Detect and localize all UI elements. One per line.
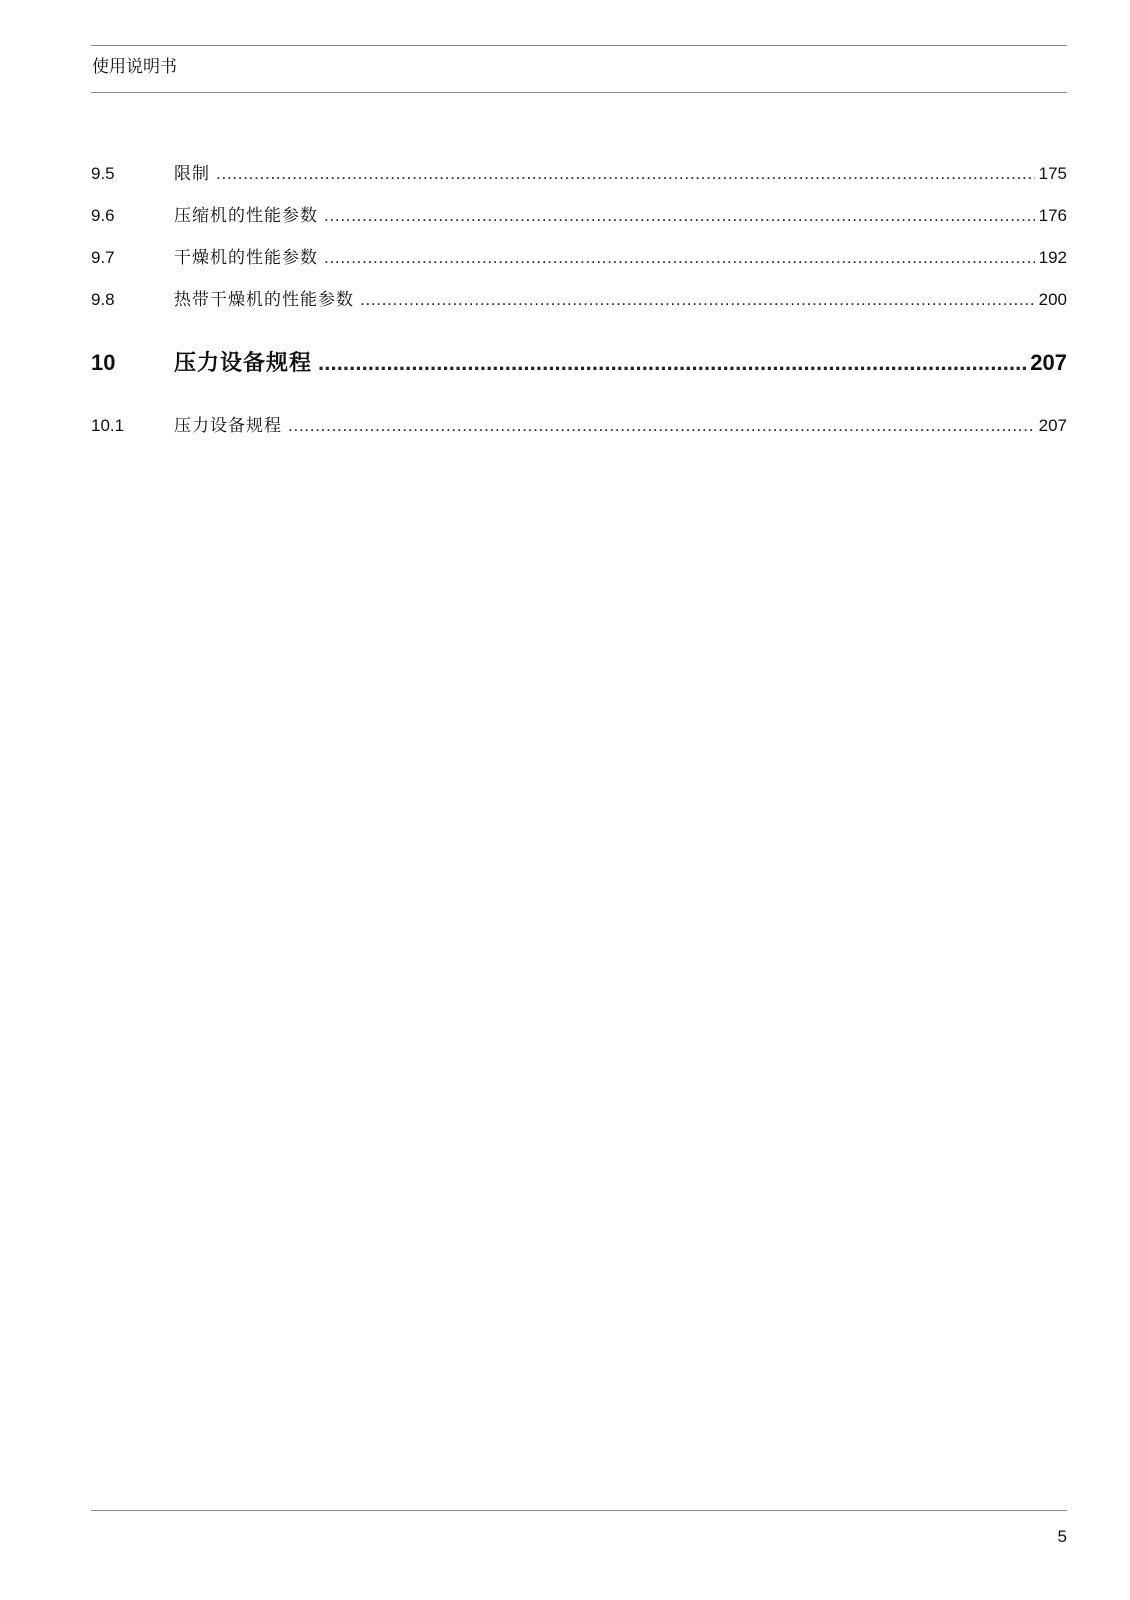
toc-entry-page: 207 [1030,350,1067,375]
header-bottom-rule [91,92,1067,93]
toc-entry-10[interactable] [91,349,1067,377]
toc-entry-page: 176 [1038,206,1067,225]
toc-entry-page: 175 [1038,164,1067,183]
toc-entry-10-1[interactable] [91,415,1067,437]
toc-entry-title: 压力设备规程 [174,416,282,435]
toc-entry-title: 干燥机的性能参数 [174,248,318,267]
toc-entry-number: 9.6 [91,206,115,225]
toc-entry-title: 压力设备规程 [174,350,313,375]
toc-entry-title: 限制 [174,164,210,183]
header-top-rule [91,45,1067,46]
toc-dot-leader [216,163,1035,185]
toc-entry-9-8[interactable] [91,289,1067,311]
toc-dot-leader [288,415,1035,437]
toc-entry-page: 200 [1038,290,1067,309]
toc-dot-leader [324,205,1035,227]
toc-dot-leader [360,289,1035,311]
toc-entry-number: 9.8 [91,290,115,309]
toc-entry-title: 热带干燥机的性能参数 [174,290,354,309]
toc-entry-9-6[interactable] [91,205,1067,227]
toc-entry-9-7[interactable] [91,247,1067,269]
document-title: 使用说明书 [92,57,177,76]
toc-entry-number: 10 [91,350,116,375]
footer-rule [91,1510,1067,1511]
toc-entry-9-5[interactable] [91,163,1067,185]
toc-entry-number: 9.7 [91,248,115,267]
toc-dot-leader [324,247,1035,269]
page-number: 5 [1057,1527,1067,1546]
toc-entry-number: 10.1 [91,416,125,435]
toc-entry-title: 压缩机的性能参数 [174,206,318,225]
toc-entry-page: 207 [1038,416,1067,435]
toc-dot-leader [318,349,1026,377]
toc-entry-page: 192 [1038,248,1067,267]
toc-entry-number: 9.5 [91,164,115,183]
